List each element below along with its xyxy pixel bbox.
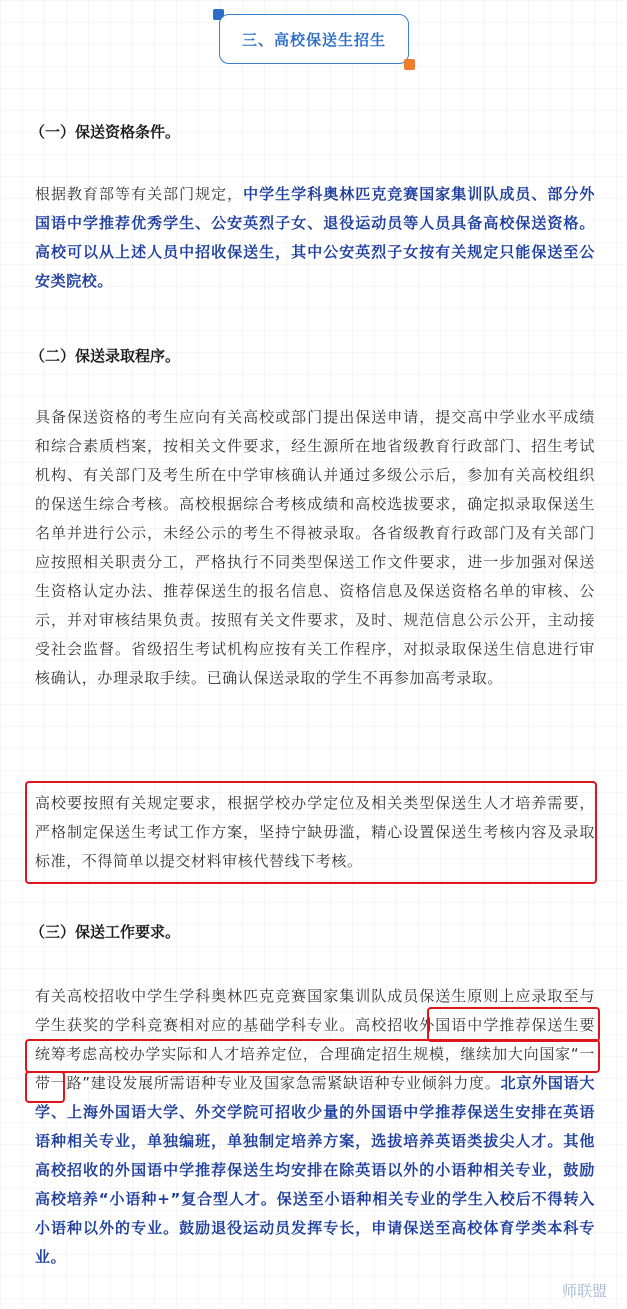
paragraph-procedure-requirements: 高校要按照有关规定要求，根据学校办学定位及相关类型保送生人才培养需要，严格制定保送生考试工作方案，坚持宁缺毋滥，精心设置保送生考核内容及录取标准，不得简单以提交材料审核代替线下考核。 [35,794,595,870]
heading-requirements: （三）保送工作要求。 [30,923,181,941]
paragraph-requirements [35,982,595,1272]
requirements-text-a: 有关高校招收中学生学科奥林匹克竞赛国家集训队成员保送生原则上应录取至与学生获奖的学科竞赛相对应的基础学科专业。 [35,987,595,1034]
requirements-text-b: 高校招收外国语中学推荐保送生要统筹考虑高校办学实际和人才培养定位，合理确定招生规模， [35,1016,595,1063]
paragraph-procedure: 具备保送资格的考生应向有关高校或部门提出保送申请，提交高中学业水平成绩和综合素质档案，按相关文件要求，经生源所在地省级教育行政部门、招生考试机构、有关部门及考生所在中学审核确认并通过多级公示后，参加有关高校组织的保送生综合考核。高校根据综合考核成绩和高校选拔要求，确定拟录取保送生名单并进行公示，未经公示的考生不得被录取。各省级教育行政部门及有关部门应按照相关职责分工，严格执行不同类型保送工作文件要求，进一步加强对保送生资格认定办法、推荐保送生的报名信息、资格信息及保送资格名单的审核、公示，并对审核结果负责。按照有关文件要求，及时、规范信息公示公开，主动接受社会监督。省级招生考试机构应按有关工作程序，对拟录取保送生信息进行审核确认，办理录取手续。已确认保送录取的学生不再参加高考录取。 [35,408,595,687]
section-title: 三、高校保送生招生 [219,14,409,64]
heading-eligibility: （一）保送资格条件。 [30,123,181,141]
paragraph-eligibility [35,180,595,296]
eligibility-text: 根据教育部等有关部门规定， [35,185,244,203]
heading-procedure: （二）保送录取程序。 [30,347,181,365]
requirements-text-c: 继续加大向国家“一带一路”建设发展所需语种专业及国家急需紧缺语种专业倾斜力度。 [35,1045,596,1092]
watermark: 师联盟 [561,1282,607,1300]
title-corner-orange [404,59,415,70]
eligibility-highlight: 中学生学科奥林匹克竞赛国家集训队成员、部分外国语中学推荐优秀学生、公安英烈子女、退役运动员等人员具备高校保送资格。高校可以从上述人员中招收保送生，其中公安英烈子女按有关规定只能保送至公安类院校。 [35,185,595,290]
requirements-highlight: 北京外国语大学、上海外国语大学、外交学院可招收少量的外国语中学推荐保送生安排在英语语种相关专业，单独编班，单独制定培养方案，选拔培养英语类拔尖人才。其他高校招收的外国语中学推荐保送生均安排在除英语以外的小语种相关专业，鼓励高校培养“小语种+”复合型人才。保送至小语种相关专业的学生入校后不得转入小语种以外的专业。鼓励退役运动员发挥专长，申请保送至高校体育学类本科专业。 [35,1074,595,1266]
